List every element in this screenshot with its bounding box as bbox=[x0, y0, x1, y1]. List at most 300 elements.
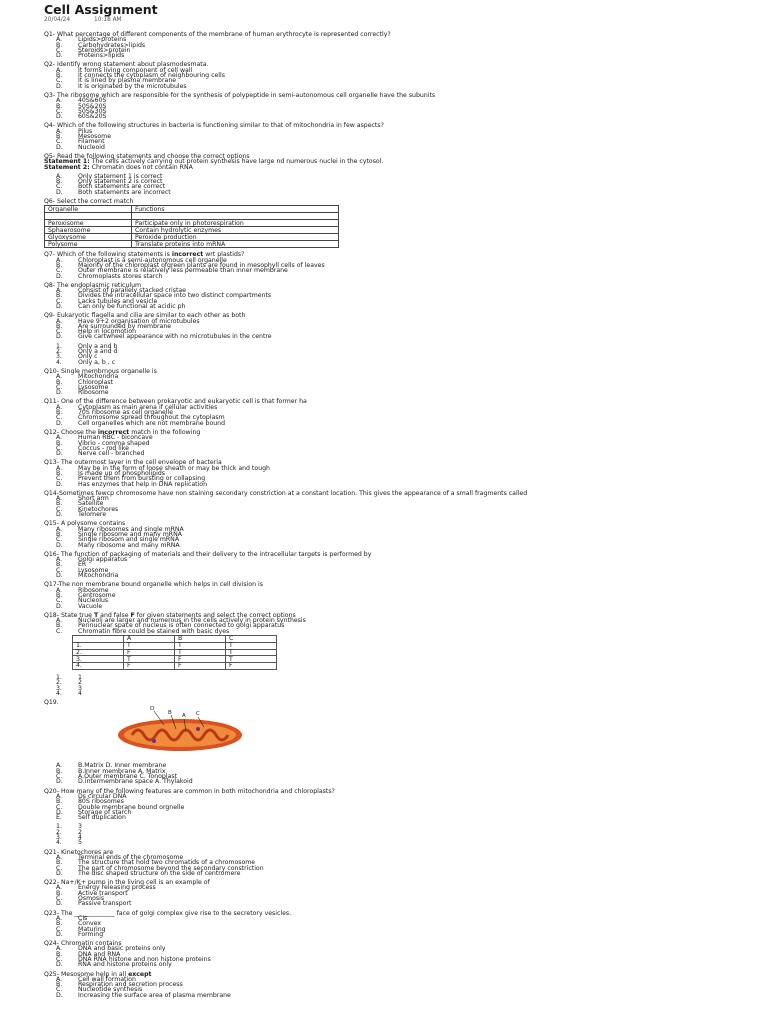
question-text: Q1- What percentage of different components of the membrane of human erythrocyte is represented correctly? bbox=[44, 31, 391, 38]
option-text: Vacuole bbox=[78, 602, 103, 610]
option-letter: A. bbox=[56, 287, 63, 295]
option-text: B.Matrix D. Inner membrane bbox=[78, 762, 167, 770]
option-text: Proteins>lipids bbox=[78, 52, 125, 60]
option-text: Storage of starch bbox=[78, 808, 132, 816]
question-8 bbox=[44, 283, 604, 309]
option-letter: A. bbox=[56, 36, 63, 44]
option-text: The structure that hold two chromatids of a chromosome bbox=[78, 859, 256, 867]
question-text: Q17-The non membrane bound organelle which helps in cell division is bbox=[44, 581, 263, 589]
question-text: Q21- Kinetochores are bbox=[44, 848, 114, 856]
option-text: Filament bbox=[78, 138, 105, 146]
option-letter: B. bbox=[56, 470, 63, 477]
option-text: It connects the cytoplasm of neighbouring cells bbox=[78, 72, 225, 80]
option-letter: 1. bbox=[56, 674, 62, 681]
option-letter: C. bbox=[56, 328, 63, 336]
match-table bbox=[44, 205, 339, 248]
option-letter: B. bbox=[56, 889, 63, 897]
option-letter: B. bbox=[56, 72, 63, 80]
table-cell: Contain hydrolytic enzymes bbox=[132, 227, 339, 234]
option-text: Both statements are incorrect bbox=[78, 188, 171, 196]
table-row bbox=[73, 636, 277, 643]
table-cell: Sphaerosome bbox=[45, 227, 132, 234]
option-text: Give cartwheel appearance with no microtubules in the centre bbox=[78, 333, 272, 341]
option-text: Mitochondria bbox=[78, 373, 119, 381]
option-text: Prevent them from bursting or collapsing bbox=[78, 475, 206, 483]
options bbox=[44, 319, 604, 340]
table-cell: T bbox=[226, 656, 277, 663]
option-letter: B. bbox=[56, 767, 63, 775]
options bbox=[44, 794, 604, 820]
option-letter: C. bbox=[56, 297, 63, 305]
option-text: Cis bbox=[78, 914, 88, 922]
options bbox=[44, 527, 604, 548]
option-letter: C. bbox=[56, 986, 63, 994]
option-text: Osmosis bbox=[78, 895, 105, 903]
option-item bbox=[44, 993, 604, 998]
question-13 bbox=[44, 460, 604, 486]
diagram-label: D bbox=[150, 706, 155, 713]
option-text: Many ribosomes and single mRNA bbox=[78, 525, 184, 533]
question-17 bbox=[44, 582, 604, 608]
option-text: Chloroplast bbox=[78, 378, 114, 386]
option-text: DNA and RNA bbox=[78, 950, 121, 958]
option-text: Chromosome spread throughout the cytoplasm bbox=[78, 414, 225, 422]
options bbox=[44, 37, 604, 58]
option-text: Chloroplast is a semi-autonomous cell organelle bbox=[78, 256, 227, 264]
table-row bbox=[73, 649, 277, 656]
option-letter: B. bbox=[56, 920, 63, 928]
option-text: 2 bbox=[78, 679, 82, 687]
table-row bbox=[45, 227, 339, 234]
option-letter: B. bbox=[56, 591, 63, 599]
option-text: 3 bbox=[78, 684, 82, 692]
option-text: Nucleoli are larger and numerous in the cells actively in protein synthesis bbox=[78, 617, 306, 625]
option-letter: B. bbox=[56, 133, 63, 141]
question-4 bbox=[44, 123, 604, 149]
option-text: Only statement 1 is correct bbox=[78, 172, 163, 180]
options bbox=[44, 374, 604, 395]
option-letter: D. bbox=[56, 572, 63, 580]
option-letter: C. bbox=[56, 383, 63, 391]
table-cell: F bbox=[124, 663, 175, 670]
option-text: Lysosome bbox=[78, 566, 109, 574]
options bbox=[44, 68, 604, 89]
options bbox=[44, 288, 604, 309]
option-text: Human RBC - biconcave bbox=[78, 434, 153, 442]
option-letter: C. bbox=[56, 773, 63, 781]
option-text: Terminal ends of the chromosome bbox=[78, 853, 184, 861]
option-text: Lysosome bbox=[78, 383, 109, 391]
question-text: Q3- The ribosome which are responsible for the synthesis of polypeptide in semi-autonomous cell organelle have the subunits bbox=[44, 91, 436, 99]
option-letter: D. bbox=[56, 272, 63, 280]
option-item bbox=[44, 114, 604, 119]
option-letter: 3. bbox=[56, 353, 62, 361]
table-cell bbox=[132, 213, 339, 220]
question-text: Q24- Chromatin contains bbox=[44, 940, 122, 948]
question-10 bbox=[44, 369, 604, 395]
option-text: 40S&60S bbox=[78, 97, 107, 105]
date: 20/04/24 bbox=[44, 17, 71, 23]
option-letter: A. bbox=[56, 434, 63, 442]
option-letter: B. bbox=[56, 950, 63, 958]
statement-2-text: Chromatin does not contain RNA bbox=[89, 163, 193, 171]
option-letter: 1. bbox=[56, 823, 62, 831]
option-letter: A. bbox=[56, 853, 63, 861]
option-text: It is lined by plasma membrane bbox=[78, 77, 177, 85]
table-cell: T bbox=[175, 649, 226, 656]
option-text: Vibrio - comma shaped bbox=[78, 439, 150, 447]
statement-1-label: Statement 1: bbox=[44, 158, 90, 166]
option-text: Maturing bbox=[78, 925, 106, 933]
option-item bbox=[44, 932, 604, 937]
option-text: D.intermembrane space A. Thylakoid bbox=[78, 778, 193, 786]
question-text: Q5- Read the following statements and choose the correct options bbox=[44, 152, 250, 160]
options bbox=[44, 405, 604, 426]
option-letter: D. bbox=[56, 991, 63, 999]
option-item bbox=[44, 604, 604, 609]
question-16 bbox=[44, 552, 604, 578]
option-text: Chromoplasts stores starch bbox=[78, 272, 163, 280]
option-text: Ribosome bbox=[78, 586, 109, 594]
option-letter: D. bbox=[56, 869, 63, 877]
option-text: 70S ribosome as cell organelle bbox=[78, 409, 174, 417]
table-cell: Translate proteins into mRNA bbox=[132, 241, 339, 248]
option-text: Self duplication bbox=[78, 814, 126, 822]
option-text: Only a and d bbox=[78, 348, 118, 356]
diagram-label: A bbox=[182, 713, 186, 720]
question-text-bold: incorrect bbox=[97, 428, 130, 436]
option-letter: D. bbox=[56, 480, 63, 488]
option-letter: A. bbox=[56, 945, 63, 953]
question-3 bbox=[44, 93, 604, 119]
question-text: Q19. bbox=[44, 699, 59, 707]
option-text: The part of chromosome beyond the secondary constriction bbox=[78, 864, 264, 872]
option-letter: B. bbox=[56, 378, 63, 386]
option-text: Coccus - rod like bbox=[78, 444, 129, 452]
table-cell: Glyoxysome bbox=[45, 234, 132, 241]
option-text: Nucleolus bbox=[78, 597, 109, 605]
option-letter: D. bbox=[56, 541, 63, 549]
option-text: Single ribosom and single mRNA bbox=[78, 536, 180, 544]
option-text: Only a and b bbox=[78, 342, 118, 350]
option-item bbox=[44, 390, 604, 395]
question-text-post: wrt plastids? bbox=[203, 251, 245, 259]
table-cell: F bbox=[175, 663, 226, 670]
numbered-options bbox=[44, 824, 604, 845]
option-letter: D. bbox=[56, 602, 63, 610]
question-text-pre: Q12- Choose the bbox=[44, 428, 98, 436]
option-text: It is originated by the microtubules bbox=[78, 82, 187, 90]
option-text: Carbohydrates>lipids bbox=[78, 41, 146, 49]
option-letter: A. bbox=[56, 975, 63, 983]
option-text: Pilus bbox=[78, 127, 93, 135]
option-letter: D. bbox=[56, 82, 63, 90]
table-cell: Peroxide production bbox=[132, 234, 339, 241]
option-text: 1 bbox=[78, 674, 82, 681]
option-text: Mitochondria bbox=[78, 572, 119, 580]
option-letter: C. bbox=[56, 895, 63, 903]
false-label: F bbox=[130, 611, 135, 619]
table-cell: T bbox=[124, 656, 175, 663]
option-letter: A. bbox=[56, 495, 63, 503]
question-text-pre: Q18- State true bbox=[44, 611, 94, 619]
option-letter: A. bbox=[56, 762, 63, 770]
option-text: Outer membrane is relatively less permeable than inner membrane bbox=[78, 267, 288, 275]
option-text: Nucleotide synthesis bbox=[78, 986, 143, 994]
option-text: RNA and histone proteins only bbox=[78, 961, 172, 969]
option-letter: C. bbox=[56, 138, 63, 146]
question-text: Q14-Sometimes fewcp chromosome have non staining secondary constriction at a constant location. This gives the appearance of a small fragments called bbox=[44, 489, 528, 497]
option-text: Cell organelles which are not membrane bound bbox=[78, 419, 226, 427]
question-text-bold: incorrect bbox=[171, 251, 204, 259]
question-text: Q15- A polysome contains bbox=[44, 520, 126, 528]
option-item bbox=[44, 901, 604, 906]
question-text: Q23- The _____________ face of golgi complex give rise to the secretory vesicles. bbox=[44, 909, 292, 917]
diagram-label: B bbox=[168, 710, 172, 717]
question-7 bbox=[44, 252, 604, 278]
option-letter: D. bbox=[56, 778, 63, 786]
option-letter: C. bbox=[56, 107, 63, 115]
option-item bbox=[44, 629, 604, 634]
table-cell: Peroxisome bbox=[45, 220, 132, 227]
statement-1-text: The cells actively carrying out protein synthesis have large nd numerous nuclei in the cytosol. bbox=[89, 158, 384, 166]
option-letter: C. bbox=[56, 183, 63, 191]
option-letter: D. bbox=[56, 900, 63, 908]
option-letter: C. bbox=[56, 925, 63, 933]
options bbox=[44, 885, 604, 906]
option-text: 4 bbox=[78, 834, 82, 842]
option-letter: C. bbox=[56, 267, 63, 275]
option-item bbox=[44, 304, 604, 309]
option-item bbox=[44, 573, 604, 578]
option-text: Energy releasing process bbox=[78, 884, 156, 892]
question-1 bbox=[44, 32, 604, 58]
option-item bbox=[44, 360, 604, 365]
option-text: May be in the form of loose sheath or may be thick and tough bbox=[78, 464, 270, 472]
true-label: T bbox=[93, 611, 99, 619]
option-letter: D. bbox=[56, 930, 63, 938]
option-text: 2 bbox=[78, 828, 82, 836]
option-text: Ribosome bbox=[78, 389, 109, 397]
option-text: Kinetochores bbox=[78, 505, 119, 513]
option-text: Consist of parallely stacked cristae bbox=[78, 287, 186, 295]
option-text: A.Outer membrane C. Tonoplast bbox=[78, 773, 178, 781]
option-letter: D. bbox=[56, 333, 63, 341]
table-cell: F bbox=[124, 649, 175, 656]
option-text: Satellite bbox=[78, 500, 104, 508]
option-letter: B. bbox=[56, 859, 63, 867]
option-text: It forms living component of cell wall bbox=[78, 66, 193, 74]
option-text: Chromatin fibre could be stained with basic dyes bbox=[78, 627, 230, 635]
option-letter: B. bbox=[56, 530, 63, 538]
option-letter: B. bbox=[56, 439, 63, 447]
option-letter: C. bbox=[56, 627, 63, 635]
options bbox=[44, 129, 604, 150]
option-text: 3 bbox=[78, 823, 82, 831]
option-item bbox=[44, 691, 604, 696]
option-letter: A. bbox=[56, 586, 63, 594]
question-6 bbox=[44, 199, 604, 248]
question-text: Q16- The function of packaging of materials and their delivery to the intracellular targets is performed by bbox=[44, 550, 372, 558]
table-cell: F bbox=[175, 656, 226, 663]
option-text: Single ribosome and many mRNA bbox=[78, 530, 182, 538]
option-item bbox=[44, 482, 604, 487]
table-cell: Organelle bbox=[45, 206, 132, 213]
option-text: Both statements are correct bbox=[78, 183, 166, 191]
option-text: Increasing the surface area of plasma membrane bbox=[78, 991, 231, 999]
option-letter: D. bbox=[56, 113, 63, 121]
option-letter: 2. bbox=[56, 679, 62, 687]
option-item bbox=[44, 145, 604, 150]
option-text: Majority of the chloroplast ofgreen plants are found in mesophyll cells of leaves bbox=[78, 261, 325, 269]
question-text: Q6- Select the correct match bbox=[44, 198, 134, 206]
question-text-bold: except bbox=[128, 970, 152, 978]
question-text: Q11- One of the difference between prokaryotic and eukaryotic cell is that former ha bbox=[44, 398, 307, 406]
question-text: Q4- Which of the following structures in bacteria is functioning similar to that of mitochondria in few aspects? bbox=[44, 122, 384, 130]
option-letter: D. bbox=[56, 52, 63, 60]
question-15 bbox=[44, 521, 604, 547]
option-letter: 3. bbox=[56, 834, 62, 842]
option-letter: 4. bbox=[56, 839, 62, 847]
table-row bbox=[45, 220, 339, 227]
mitochondria-image bbox=[80, 707, 280, 759]
option-letter: B. bbox=[56, 798, 63, 806]
option-text: 50S&20S bbox=[78, 102, 107, 110]
option-letter: A. bbox=[56, 525, 63, 533]
table-row bbox=[73, 663, 277, 670]
question-text-mid: and false bbox=[98, 611, 131, 619]
options bbox=[44, 174, 604, 195]
options bbox=[44, 557, 604, 578]
table-cell: 3. bbox=[73, 656, 124, 663]
options bbox=[44, 763, 604, 784]
question-5 bbox=[44, 154, 604, 195]
table-row bbox=[45, 234, 339, 241]
option-item bbox=[44, 871, 604, 876]
ribosome-dot bbox=[152, 739, 156, 743]
option-letter: A. bbox=[56, 172, 63, 180]
timestamp bbox=[44, 17, 604, 24]
option-letter: A. bbox=[56, 66, 63, 74]
option-text: Passive transport bbox=[78, 900, 132, 908]
option-letter: D. bbox=[56, 450, 63, 458]
question-text: Q10- Single membrnous organelle is bbox=[44, 367, 157, 375]
table-row bbox=[45, 213, 339, 220]
option-text: Lipids>proteins bbox=[78, 36, 127, 44]
options bbox=[44, 466, 604, 487]
option-letter: B. bbox=[56, 561, 63, 569]
option-item bbox=[44, 53, 604, 58]
true-false-table bbox=[72, 635, 277, 670]
option-text: Only a, b , c bbox=[78, 358, 116, 366]
question-23 bbox=[44, 911, 604, 937]
page-title: Cell Assignment bbox=[44, 2, 158, 17]
option-letter: A. bbox=[56, 127, 63, 135]
time: 10:18 AM bbox=[94, 17, 122, 23]
option-letter: B. bbox=[56, 322, 63, 330]
option-letter: B. bbox=[56, 409, 63, 417]
option-letter: B. bbox=[56, 261, 63, 269]
ribosome-dot bbox=[196, 727, 200, 731]
option-letter: C. bbox=[56, 46, 63, 54]
table-row bbox=[45, 206, 339, 213]
document bbox=[44, 3, 604, 1002]
option-letter: C. bbox=[56, 536, 63, 544]
option-letter: D. bbox=[56, 302, 63, 310]
options bbox=[44, 618, 604, 634]
option-letter: C. bbox=[56, 955, 63, 963]
option-letter: A. bbox=[56, 403, 63, 411]
option-text: The disc shaped structure on the side of centromere bbox=[78, 869, 241, 877]
question-24 bbox=[44, 941, 604, 967]
option-item bbox=[44, 274, 604, 279]
option-letter: 2. bbox=[56, 828, 62, 836]
option-text: ER bbox=[78, 561, 87, 569]
option-letter: C. bbox=[56, 505, 63, 513]
option-letter: B. bbox=[56, 622, 63, 630]
option-letter: 4. bbox=[56, 358, 62, 366]
option-text: Can only be functional at acidic ph bbox=[78, 302, 186, 310]
question-22 bbox=[44, 880, 604, 906]
option-letter: B. bbox=[56, 981, 63, 989]
numbered-options bbox=[44, 675, 604, 696]
table-cell: C bbox=[226, 636, 277, 643]
option-letter: A. bbox=[56, 556, 63, 564]
question-text: Q13- The outermost layer in the cell envelope of bacteria bbox=[44, 459, 222, 467]
table-cell bbox=[45, 213, 132, 220]
option-text: Divides the intracellular space into two distinct compartments bbox=[78, 292, 272, 300]
option-letter: D. bbox=[56, 511, 63, 519]
option-text: Lacks tubules and vesicle bbox=[78, 297, 158, 305]
question-text: Q22- Na+/K+ pump in the living cell is an example of bbox=[44, 879, 210, 887]
question-text-post: match in the following bbox=[129, 428, 201, 436]
option-item bbox=[44, 190, 604, 195]
question-20 bbox=[44, 789, 604, 846]
options bbox=[44, 588, 604, 609]
question-2 bbox=[44, 62, 604, 88]
question-18 bbox=[44, 613, 604, 696]
option-text: Cell wall formation bbox=[78, 975, 136, 983]
table-cell: Participate only in photorespiration bbox=[132, 220, 339, 227]
table-cell: 4. bbox=[73, 663, 124, 670]
option-letter: D. bbox=[56, 389, 63, 397]
option-text: Convex bbox=[78, 920, 102, 928]
option-item bbox=[44, 962, 604, 967]
option-item bbox=[44, 543, 604, 548]
option-text: Cytoplasm as main arena if cellular activities bbox=[78, 403, 218, 411]
option-letter: C. bbox=[56, 803, 63, 811]
options bbox=[44, 435, 604, 456]
option-text: DNA and basic proteins only bbox=[78, 945, 166, 953]
question-text: Q8- The endoplasmic reticulum bbox=[44, 281, 142, 289]
question-11 bbox=[44, 399, 604, 425]
option-text: Mesosome bbox=[78, 133, 111, 141]
option-letter: C. bbox=[56, 864, 63, 872]
options bbox=[44, 855, 604, 876]
question-12 bbox=[44, 430, 604, 456]
statement-2-label: Statement 2: bbox=[44, 163, 90, 171]
option-letter: D. bbox=[56, 808, 63, 816]
question-25 bbox=[44, 972, 604, 998]
option-text: 60S&20S bbox=[78, 113, 107, 121]
option-letter: A. bbox=[56, 617, 63, 625]
option-letter: A. bbox=[56, 256, 63, 264]
option-item bbox=[44, 451, 604, 456]
option-text: Respiration and secretion process bbox=[78, 981, 183, 989]
options bbox=[44, 496, 604, 517]
table-cell: Polysome bbox=[45, 241, 132, 248]
option-text: Many ribosome and many mRNA bbox=[78, 541, 180, 549]
